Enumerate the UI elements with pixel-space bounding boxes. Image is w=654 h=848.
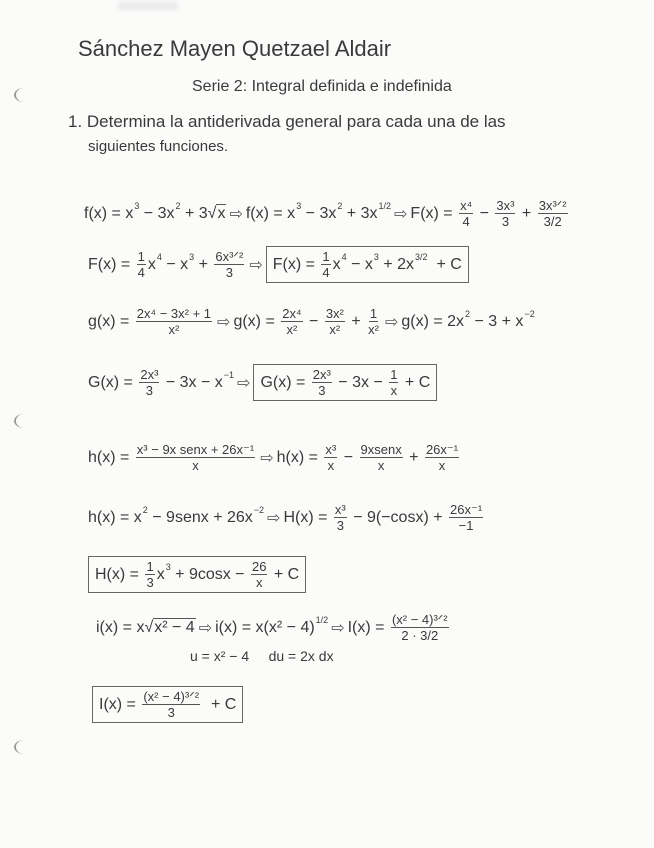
math-text: + bbox=[404, 448, 423, 466]
numerator: 26x⁻¹ bbox=[425, 442, 459, 457]
exponent: 2 bbox=[175, 200, 181, 211]
numerator: 1 bbox=[390, 367, 398, 382]
math-text: − bbox=[339, 448, 358, 466]
numerator: 3x³ᐟ² bbox=[538, 198, 567, 213]
numerator: x³ bbox=[325, 442, 337, 457]
fraction bbox=[137, 249, 146, 280]
implies-arrow-icon: ⇨ bbox=[229, 205, 243, 223]
implies-arrow-icon: ⇨ bbox=[217, 313, 231, 331]
exponent: 2 bbox=[337, 200, 343, 211]
numerator: (x² − 4)³ᐟ² bbox=[391, 612, 448, 627]
math-text: h(x) = bbox=[276, 448, 323, 466]
scan-artifact bbox=[118, 2, 178, 10]
equation-line bbox=[190, 648, 334, 664]
exponent: −2 bbox=[253, 504, 265, 515]
math-text: h(x) = bbox=[88, 448, 134, 466]
numerator: 1 bbox=[137, 249, 145, 264]
implies-arrow-icon: ⇨ bbox=[249, 256, 263, 274]
math-text: F(x) = bbox=[88, 255, 135, 273]
fraction bbox=[425, 442, 459, 473]
fraction bbox=[136, 306, 212, 337]
math-text: + C bbox=[400, 373, 431, 391]
implies-arrow-icon: ⇨ bbox=[260, 449, 274, 467]
fraction bbox=[495, 198, 515, 229]
denominator: x² bbox=[329, 322, 341, 337]
numerator: x³ − 9x senx + 26x⁻¹ bbox=[136, 442, 255, 457]
math-text: x bbox=[156, 565, 165, 583]
numerator: 1 bbox=[369, 306, 378, 321]
radicand: x bbox=[217, 204, 226, 222]
math-text: − 3 + x bbox=[470, 312, 524, 330]
math-text: f(x) = x bbox=[245, 204, 296, 222]
numerator: 1 bbox=[322, 249, 330, 264]
math-text: I(x) = bbox=[347, 618, 389, 636]
denominator: 3 bbox=[501, 214, 510, 229]
fraction bbox=[142, 689, 200, 720]
boxed-answer bbox=[266, 246, 469, 283]
implies-arrow-icon: ⇨ bbox=[394, 205, 408, 223]
math-text: + 2x bbox=[378, 255, 415, 273]
math-text: + C bbox=[202, 695, 237, 713]
implies-arrow-icon: ⇨ bbox=[237, 374, 251, 392]
math-text: I(x) = bbox=[99, 695, 141, 713]
fraction bbox=[136, 442, 255, 473]
equation-line bbox=[88, 306, 535, 337]
boxed-answer bbox=[92, 686, 243, 723]
question-text-line2: siguientes funciones. bbox=[88, 138, 229, 155]
fraction bbox=[389, 367, 398, 398]
denominator: 3 bbox=[336, 518, 344, 533]
math-text: F(x) = bbox=[272, 255, 320, 273]
denominator: 3 bbox=[318, 383, 326, 398]
math-text: − x bbox=[346, 255, 373, 273]
fraction bbox=[459, 198, 473, 229]
radicand: x² − 4 bbox=[154, 618, 195, 636]
radical-sign-icon: √ bbox=[207, 204, 217, 222]
equation-line bbox=[96, 612, 451, 643]
denominator: x² bbox=[368, 322, 379, 337]
binder-hole-mark bbox=[14, 740, 34, 754]
implies-arrow-icon: ⇨ bbox=[384, 313, 399, 331]
math-text: + C bbox=[269, 565, 300, 583]
implies-arrow-icon: ⇨ bbox=[331, 619, 345, 637]
exponent: −2 bbox=[524, 308, 535, 319]
denominator: x bbox=[192, 458, 199, 473]
fraction bbox=[145, 559, 154, 590]
math-text: + C bbox=[427, 255, 462, 273]
math-text: i(x) = x(x² − 4) bbox=[215, 618, 315, 636]
numerator: x⁴ bbox=[460, 198, 473, 213]
denominator: x bbox=[438, 458, 446, 473]
math-text: − 3x bbox=[139, 204, 175, 222]
fraction bbox=[214, 249, 244, 280]
exponent: 2 bbox=[465, 308, 471, 319]
denominator: 3/2 bbox=[543, 214, 562, 229]
boxed-answer bbox=[253, 364, 437, 401]
math-text: g(x) = bbox=[233, 312, 280, 330]
fraction bbox=[281, 306, 302, 337]
numerator: 2x³ bbox=[140, 367, 159, 382]
exponent: 4 bbox=[156, 251, 162, 262]
fraction bbox=[449, 502, 483, 533]
denominator: x bbox=[390, 383, 398, 398]
math-text: − bbox=[304, 312, 323, 330]
boxed-answer bbox=[88, 556, 306, 593]
math-text: + bbox=[517, 204, 536, 222]
fraction bbox=[321, 249, 330, 280]
denominator: 3 bbox=[167, 705, 175, 720]
math-text: g(x) = 2x bbox=[401, 312, 465, 330]
math-text: G(x) = bbox=[260, 373, 310, 391]
equation-line bbox=[92, 686, 243, 723]
numerator: 2x⁴ − 3x² + 1 bbox=[136, 306, 212, 321]
denominator: 4 bbox=[322, 265, 330, 280]
fraction bbox=[334, 502, 347, 533]
math-text: + 3 bbox=[180, 204, 208, 222]
binder-hole-mark bbox=[14, 414, 34, 428]
numerator: x³ bbox=[334, 502, 346, 517]
fraction bbox=[139, 367, 159, 398]
numerator: 2x⁴ bbox=[282, 306, 302, 321]
math-text: H(x) = bbox=[283, 508, 332, 526]
square-root bbox=[144, 619, 195, 637]
denominator: x bbox=[377, 458, 385, 473]
square-root bbox=[208, 205, 227, 223]
student-name: Sánchez Mayen Quetzael Aldair bbox=[78, 36, 392, 61]
math-text: f(x) = x bbox=[84, 204, 134, 222]
fraction bbox=[312, 367, 332, 398]
math-text: + 3x bbox=[342, 204, 378, 222]
equation-line bbox=[88, 502, 485, 533]
exponent: 2 bbox=[142, 504, 148, 515]
math-text: F(x) = bbox=[410, 204, 458, 222]
question-text-line1: 1. Determina la antiderivada general para cada una de las bbox=[68, 112, 506, 131]
numerator: 26 bbox=[251, 559, 267, 574]
exponent: −1 bbox=[223, 369, 235, 380]
fraction bbox=[360, 442, 403, 473]
math-text: x bbox=[332, 255, 341, 273]
denominator: 3 bbox=[145, 383, 153, 398]
equation-line bbox=[88, 246, 469, 283]
math-text: − 3x bbox=[301, 204, 337, 222]
denominator: 3 bbox=[225, 265, 233, 280]
exponent: 3 bbox=[373, 251, 379, 262]
exponent: 3 bbox=[296, 200, 302, 211]
math-text: − 3x − x bbox=[161, 373, 223, 391]
math-text: + bbox=[194, 255, 213, 273]
fraction bbox=[391, 612, 449, 643]
exponent: 3 bbox=[189, 251, 195, 262]
numerator: 3x³ bbox=[496, 198, 515, 213]
math-text: u = x² − 4 du = 2x dx bbox=[190, 648, 334, 664]
exponent: 3/2 bbox=[415, 251, 428, 262]
math-text: − x bbox=[161, 255, 189, 273]
implies-arrow-icon: ⇨ bbox=[267, 509, 281, 527]
denominator: 4 bbox=[137, 265, 145, 280]
equation-line bbox=[88, 442, 461, 473]
numerator: 6x³ᐟ² bbox=[215, 249, 244, 264]
math-text: G(x) = bbox=[88, 373, 138, 391]
fraction bbox=[367, 306, 380, 337]
numerator: 3x² bbox=[325, 306, 344, 321]
equation-line bbox=[88, 556, 306, 593]
implies-arrow-icon: ⇨ bbox=[198, 619, 213, 637]
math-text: H(x) = bbox=[95, 565, 144, 583]
numerator: 26x⁻¹ bbox=[450, 502, 483, 517]
math-text: + 9cosx − bbox=[170, 565, 249, 583]
math-text: − 3x − bbox=[333, 373, 388, 391]
math-text: − bbox=[475, 204, 494, 222]
math-text: + bbox=[346, 312, 366, 330]
exponent: 1/2 bbox=[378, 200, 392, 211]
binder-hole-mark bbox=[14, 88, 34, 102]
denominator: 3 bbox=[146, 575, 154, 590]
fraction bbox=[325, 306, 345, 337]
denominator: −1 bbox=[458, 518, 474, 533]
fraction bbox=[538, 198, 568, 229]
equation-line bbox=[88, 364, 437, 401]
math-text: i(x) = x bbox=[96, 618, 145, 636]
numerator: 2x³ bbox=[312, 367, 331, 382]
exponent: 1/2 bbox=[315, 614, 329, 625]
math-text: − 9senx + 26x bbox=[147, 508, 253, 526]
radical-sign-icon: √ bbox=[144, 618, 154, 636]
numerator: 1 bbox=[146, 559, 154, 574]
denominator: x² bbox=[286, 322, 298, 337]
math-text: x bbox=[147, 255, 156, 273]
numerator: (x² − 4)³ᐟ² bbox=[143, 689, 200, 704]
denominator: x bbox=[327, 458, 335, 473]
denominator: 4 bbox=[462, 214, 470, 229]
numerator: 9xsenx bbox=[360, 442, 402, 457]
denominator: x bbox=[255, 575, 263, 590]
denominator: 2 · 3/2 bbox=[401, 628, 439, 643]
math-text: − 9(−cosx) + bbox=[348, 508, 448, 526]
exponent: 4 bbox=[341, 251, 347, 262]
equation-line bbox=[84, 198, 570, 229]
exponent: 3 bbox=[165, 561, 171, 572]
assignment-title: Serie 2: Integral definida e indefinida bbox=[192, 78, 452, 95]
exponent: 3 bbox=[134, 200, 140, 211]
fraction bbox=[324, 442, 337, 473]
fraction bbox=[251, 559, 267, 590]
math-text: h(x) = x bbox=[88, 508, 142, 526]
denominator: x² bbox=[168, 322, 180, 337]
math-text: g(x) = bbox=[88, 312, 134, 330]
